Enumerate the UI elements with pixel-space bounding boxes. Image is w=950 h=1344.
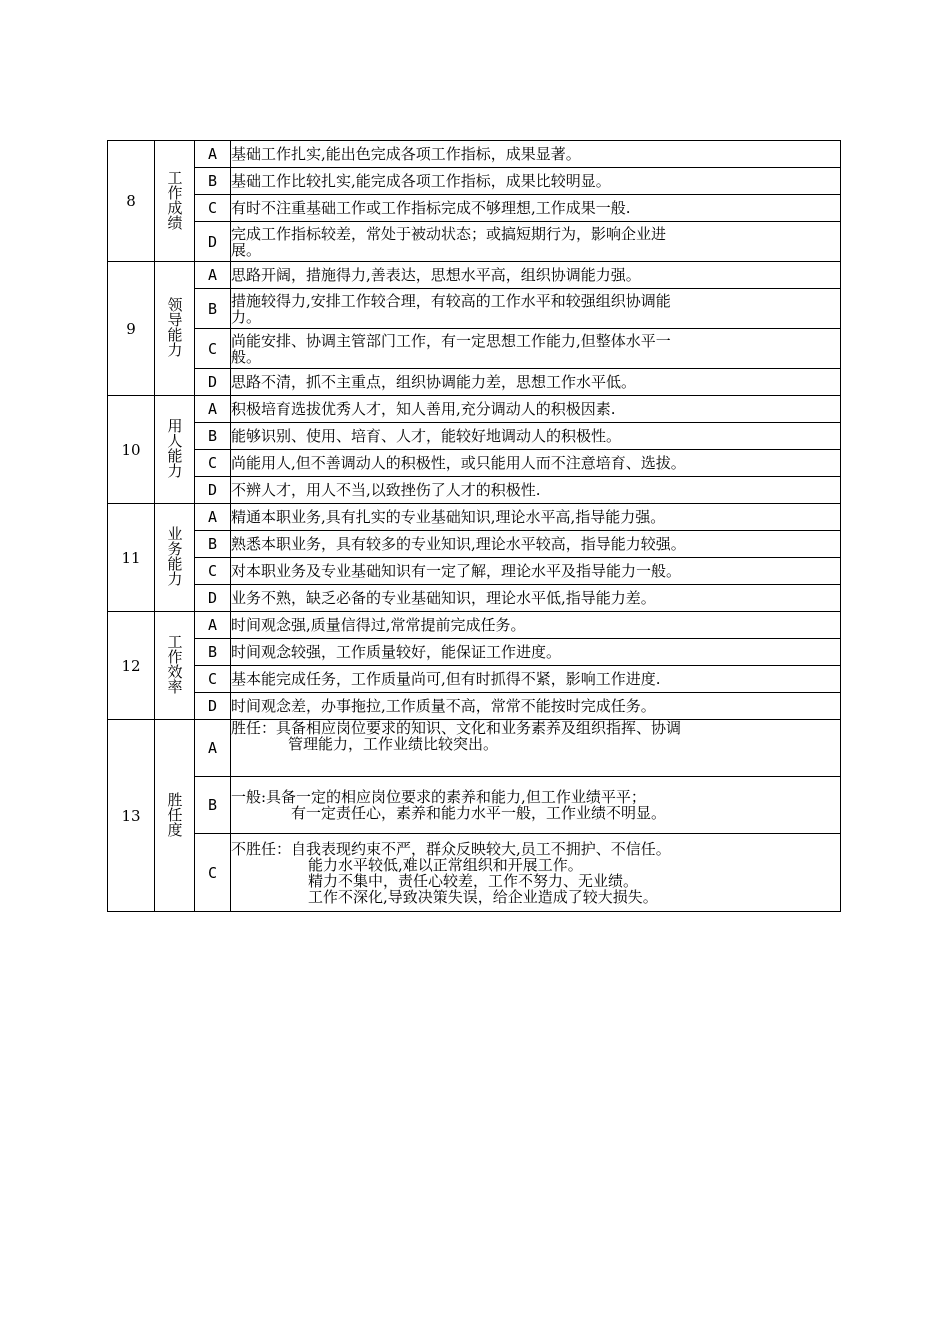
level-label: D [195,585,231,612]
level-description: 不胜任：自我表现约束不严，群众反映较大,员工不拥护、不信任。 能力水平较低,难以正常组织和开展工作。 精力不集中，责任心较差，工作不努力、无业绩。 工作不深化,导致决策失误，给企业造成了较大损失。 [231,834,841,912]
level-label: B [195,289,231,329]
level-description: 尚能用人,但不善调动人的积极性，或只能用人而不注意培育、选拔。 [231,450,841,477]
table-row [108,558,841,585]
level-description: 不辨人才，用人不当,以致挫伤了人才的积极性. [231,477,841,504]
level-description: 有时不注重基础工作或工作指标完成不够理想,工作成果一般. [231,195,841,222]
level-label: B [195,639,231,666]
evaluation-table [107,140,841,912]
category-label: 领导能力 [155,262,195,396]
category-label: 工作效率 [155,612,195,720]
level-description: 尚能安排、协调主管部门工作，有一定思想工作能力,但整体水平一 般。 [231,329,841,369]
table-row [108,531,841,558]
item-number: 11 [108,504,155,612]
level-label: B [195,777,231,834]
level-description: 胜任：具备相应岗位要求的知识、文化和业务素养及组织指挥、协调 管理能力，工作业绩比较突出。 [231,720,841,777]
item-number: 8 [108,141,155,262]
level-description: 完成工作指标较差，常处于被动状态；或搞短期行为，影响企业进 展。 [231,222,841,262]
item-number: 12 [108,612,155,720]
level-label: C [195,834,231,912]
level-label: C [195,558,231,585]
category-label: 业务能力 [155,504,195,612]
level-description: 能够识别、使用、培育、人才，能较好地调动人的积极性。 [231,423,841,450]
table-row [108,369,841,396]
level-description: 基本能完成任务，工作质量尚可,但有时抓得不紧，影响工作进度. [231,666,841,693]
table-row [108,612,841,639]
level-label: D [195,693,231,720]
level-label: B [195,168,231,195]
table-row [108,585,841,612]
level-description: 积极培育选拔优秀人才，知人善用,充分调动人的积极因素. [231,396,841,423]
table-row [108,693,841,720]
category-label: 工作成绩 [155,141,195,262]
category-label: 用人能力 [155,396,195,504]
level-label: A [195,141,231,168]
table-row [108,504,841,531]
table-row [108,777,841,834]
level-label: A [195,612,231,639]
level-label: A [195,396,231,423]
table-row [108,834,841,912]
table-row [108,450,841,477]
item-number: 10 [108,396,155,504]
table-row [108,262,841,289]
level-description: 时间观念差，办事拖拉,工作质量不高，常常不能按时完成任务。 [231,693,841,720]
level-description: 措施较得力,安排工作较合理，有较高的工作水平和较强组织协调能 力。 [231,289,841,329]
level-label: D [195,222,231,262]
category-label: 胜任度 [155,720,195,912]
level-label: C [195,450,231,477]
level-label: A [195,720,231,777]
level-label: B [195,531,231,558]
level-label: C [195,195,231,222]
table-row [108,396,841,423]
level-description: 一般:具备一定的相应岗位要求的素养和能力,但工作业绩平平； 有一定责任心，素养和能力水平一般，工作业绩不明显。 [231,777,841,834]
table-row [108,195,841,222]
item-number: 9 [108,262,155,396]
level-description: 精通本职业务,具有扎实的专业基础知识,理论水平高,指导能力强。 [231,504,841,531]
table-row [108,289,841,329]
level-label: D [195,477,231,504]
level-description: 对本职业务及专业基础知识有一定了解，理论水平及指导能力一般。 [231,558,841,585]
level-description: 时间观念强,质量信得过,常常提前完成任务。 [231,612,841,639]
level-label: A [195,262,231,289]
table-row [108,329,841,369]
table-row [108,666,841,693]
table-row [108,477,841,504]
table-row [108,222,841,262]
level-description: 业务不熟，缺乏必备的专业基础知识，理论水平低,指导能力差。 [231,585,841,612]
level-label: C [195,666,231,693]
level-description: 基础工作比较扎实,能完成各项工作指标，成果比较明显。 [231,168,841,195]
level-description: 基础工作扎实,能出色完成各项工作指标，成果显著。 [231,141,841,168]
level-label: D [195,369,231,396]
item-number: 13 [108,720,155,912]
level-label: B [195,423,231,450]
table-row [108,423,841,450]
table-row [108,168,841,195]
table-row [108,639,841,666]
level-label: A [195,504,231,531]
table-row [108,141,841,168]
level-description: 思路不清，抓不主重点，组织协调能力差，思想工作水平低。 [231,369,841,396]
level-description: 时间观念较强，工作质量较好，能保证工作进度。 [231,639,841,666]
level-description: 思路开阔，措施得力,善表达，思想水平高，组织协调能力强。 [231,262,841,289]
table-row [108,720,841,777]
level-description: 熟悉本职业务，具有较多的专业知识,理论水平较高，指导能力较强。 [231,531,841,558]
level-label: C [195,329,231,369]
